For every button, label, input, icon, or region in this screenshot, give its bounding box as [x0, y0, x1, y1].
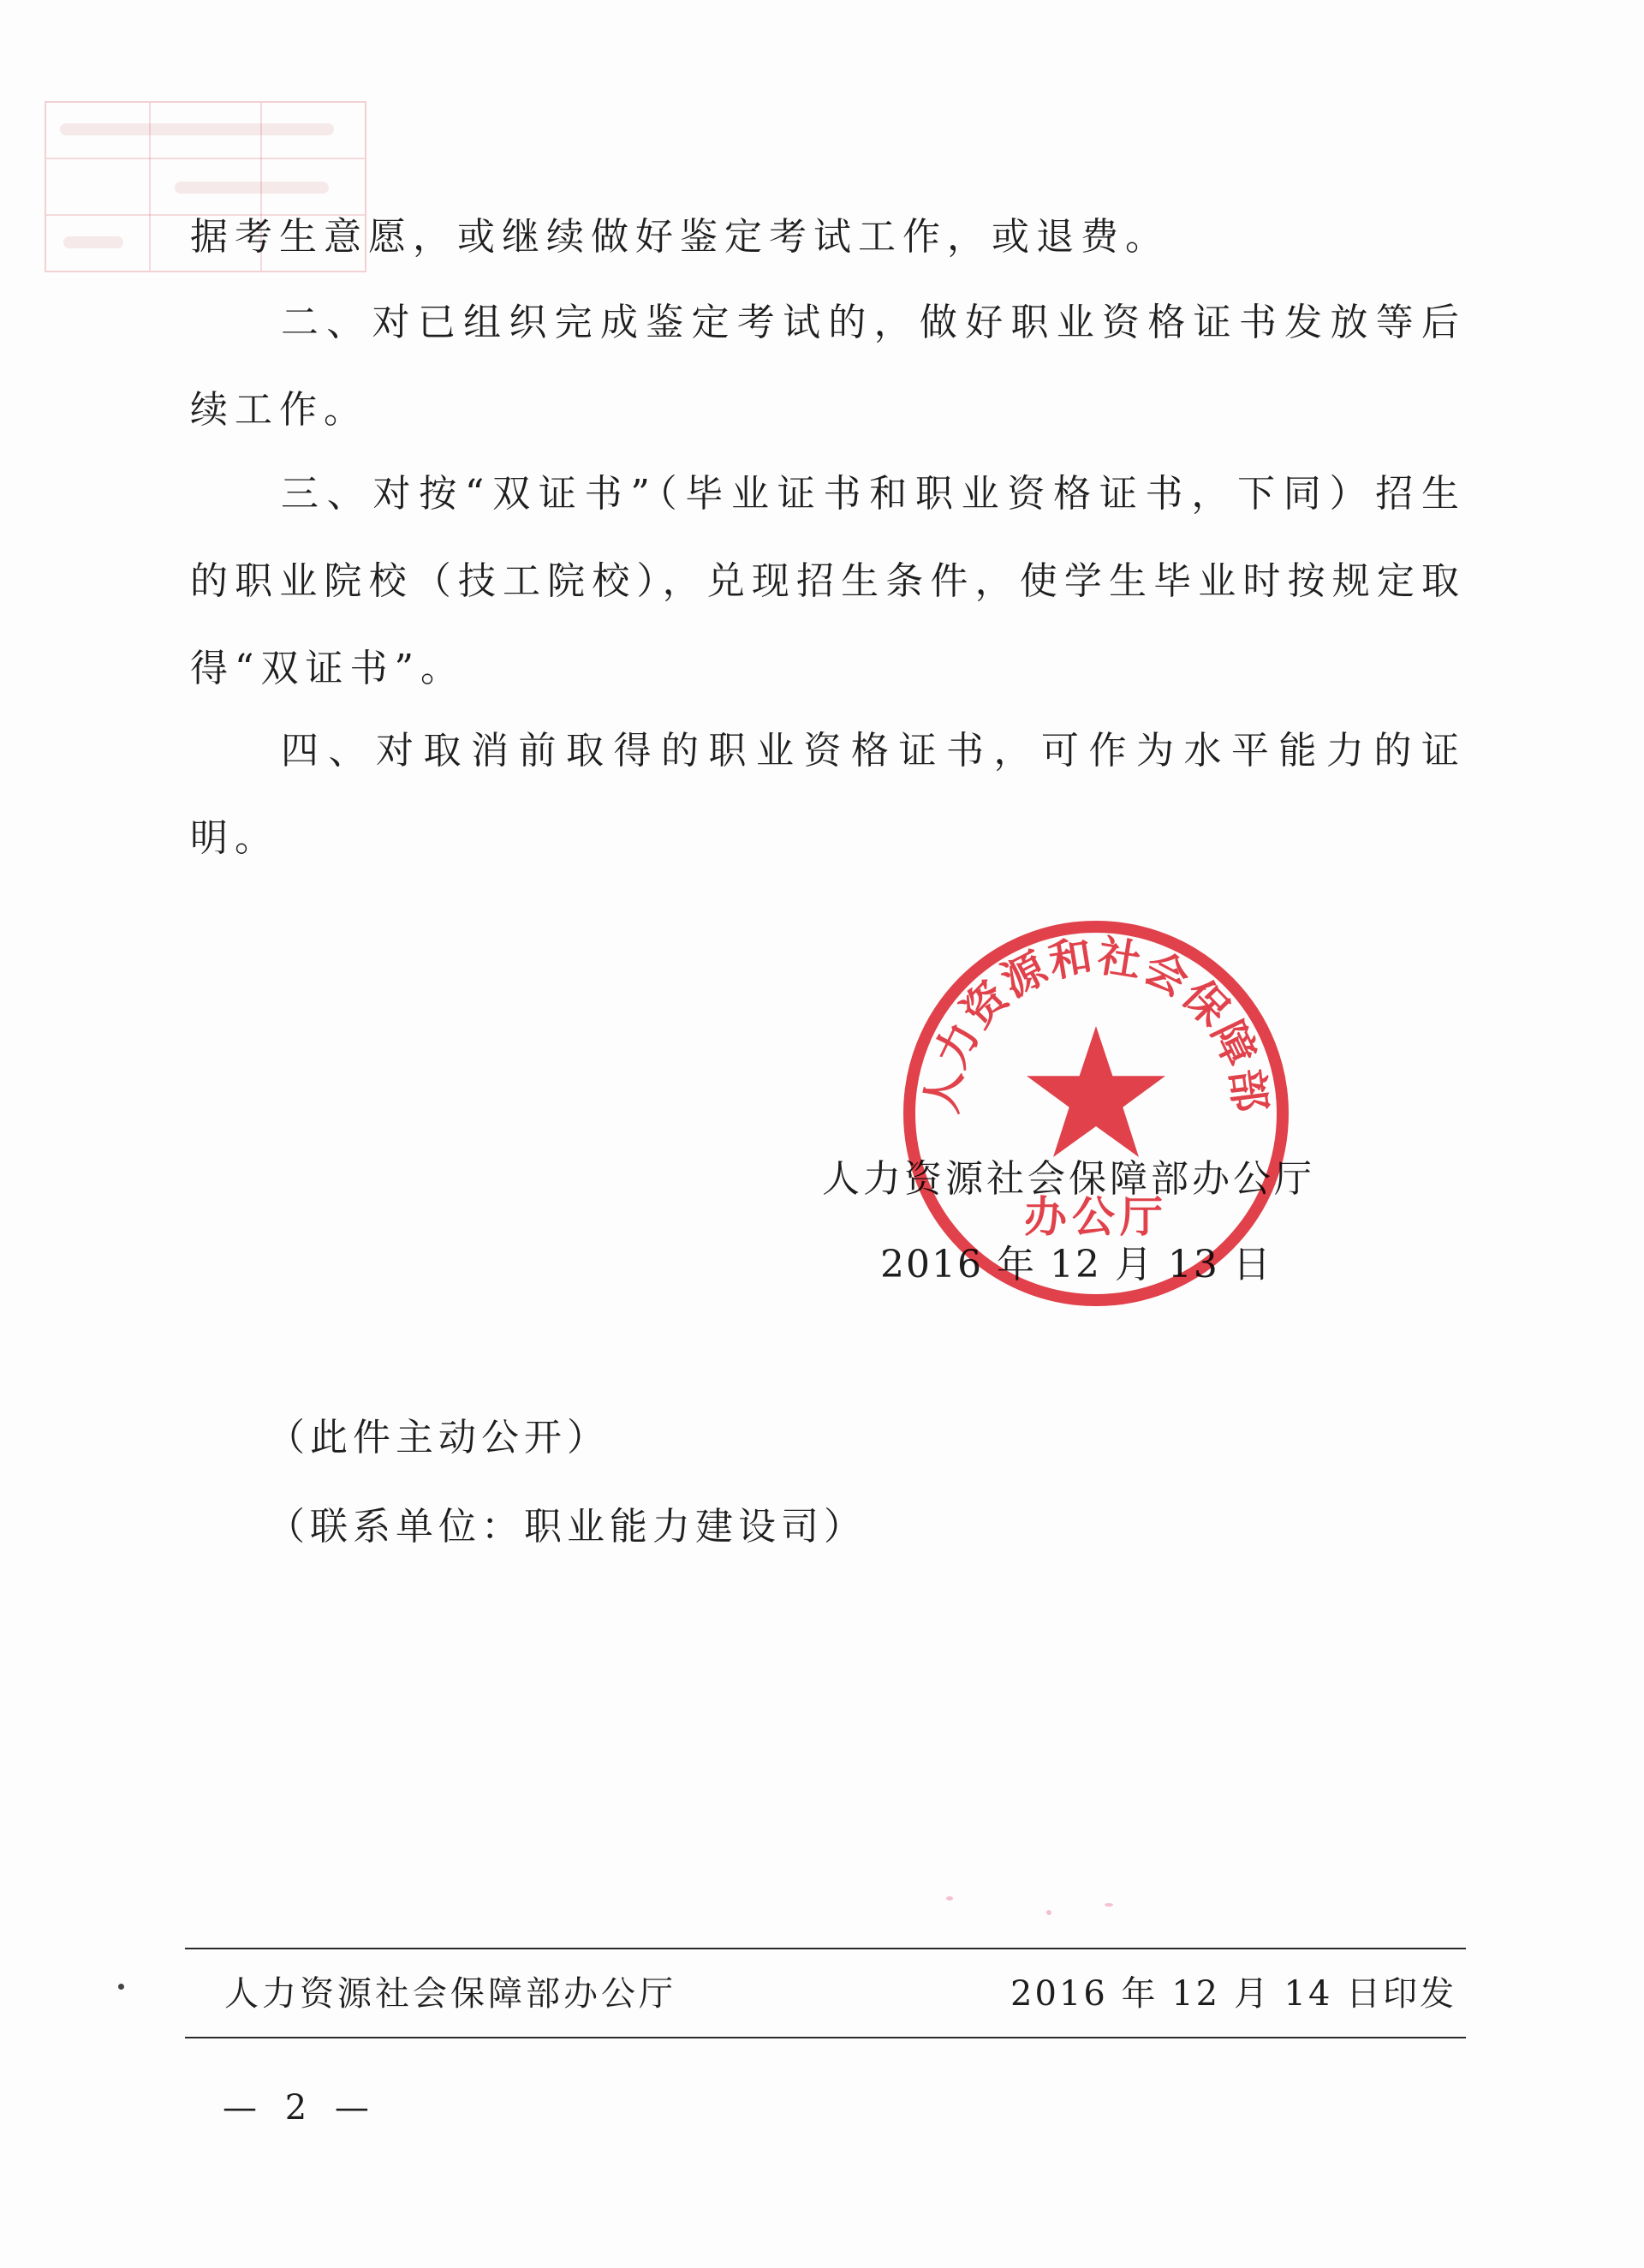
- footer-rule-top: [185, 1948, 1466, 1949]
- signature-issuer: 人力资源社会保障部办公厅: [822, 1157, 1315, 1201]
- footer-issuer: 人力资源社会保障部办公厅: [224, 1974, 676, 2014]
- ink-speck: [1046, 1910, 1051, 1915]
- seal-star-icon: [1027, 1026, 1165, 1157]
- signature-date: 2016 年 12 月 13 日: [880, 1243, 1272, 1286]
- body-paragraph-2: 二、对已组织完成鉴定考试的，做好职业资格证书发放等后续工作。: [190, 301, 1466, 432]
- ink-speck: [1105, 1903, 1113, 1907]
- official-seal: [899, 916, 1293, 1310]
- seal-arc-text: 人力资源和社会保障部: [916, 930, 1276, 1117]
- footer-print-date: 2016 年 12 月 14 日印发: [1010, 1974, 1457, 2014]
- body-paragraph-3: 三、对按“双证书”（毕业证书和职业资格证书，下同）招生的职业院校（技工院校），兑现招生条件，使学生毕业时按规定取得“双证书”。: [190, 472, 1466, 690]
- ink-speck: [946, 1896, 953, 1901]
- seal-center-text: 办公厅: [1024, 1192, 1168, 1242]
- disclosure-note: （此件主动公开）: [267, 1416, 610, 1459]
- contact-note: （联系单位：职业能力建设司）: [267, 1505, 867, 1549]
- page-number: — 2 —: [223, 2088, 378, 2128]
- body-paragraph-4: 四、对取消前取得的职业资格证书，可作为水平能力的证明。: [190, 729, 1466, 860]
- footer-rule-bottom: [185, 2037, 1466, 2038]
- body-paragraph-1: 据考生意愿，或继续做好鉴定考试工作，或退费。: [190, 215, 1170, 259]
- margin-dot: [118, 1984, 124, 1990]
